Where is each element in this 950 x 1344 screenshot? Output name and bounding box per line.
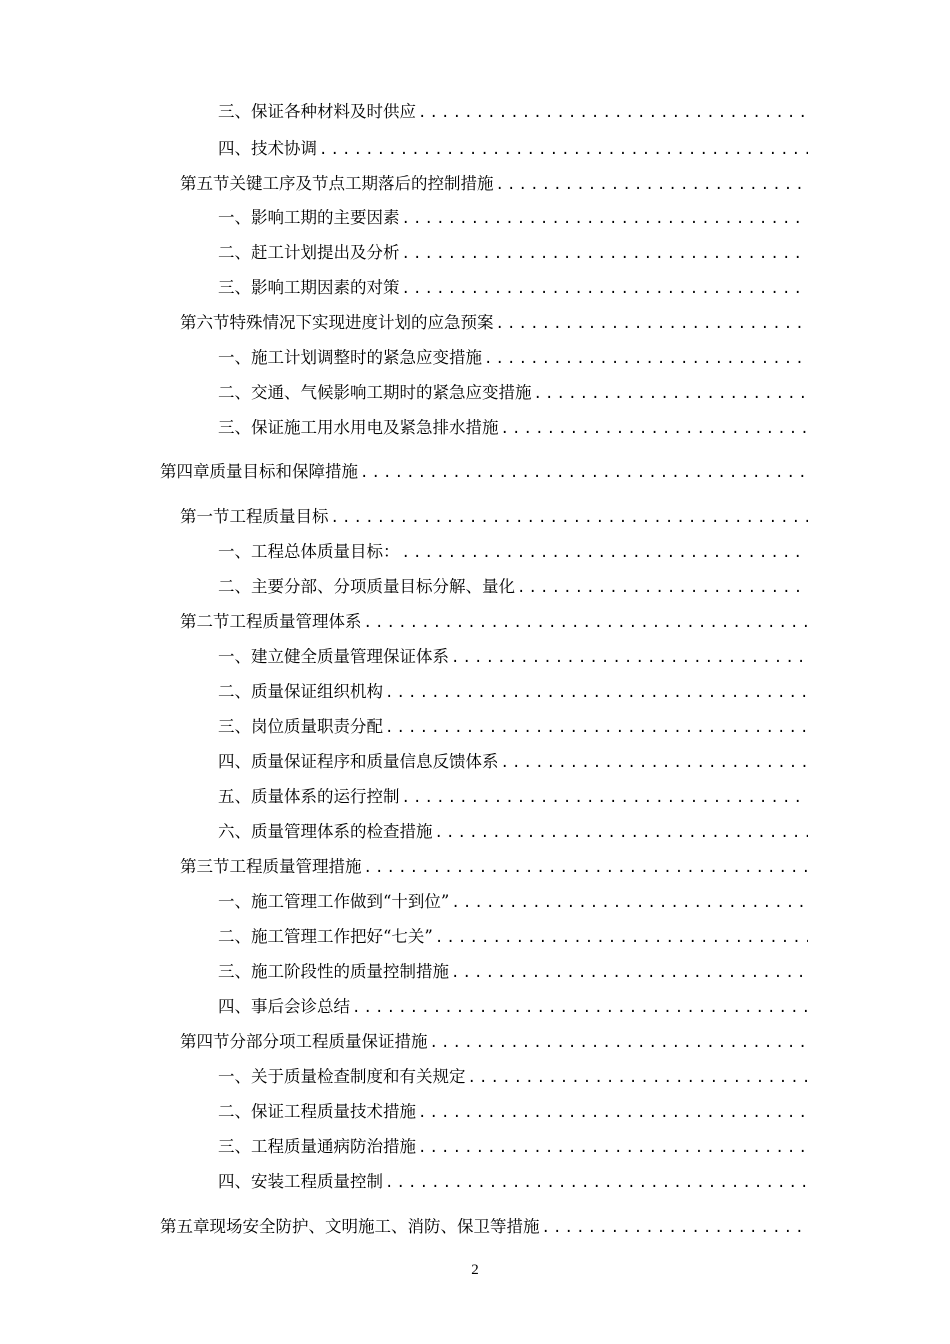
toc-entry-title: 保证各种材料及时供应: [251, 102, 416, 121]
toc-entry-title: 工程质量管理体系: [229, 612, 362, 631]
dot-leader: [496, 313, 809, 335]
dot-leader: [542, 1217, 809, 1239]
toc-entry[interactable]: [218, 417, 808, 440]
toc-entry-number: 一、: [218, 208, 251, 227]
toc-entry-number: 二、: [218, 927, 251, 946]
dot-leader: [435, 822, 809, 844]
toc-entry[interactable]: [180, 506, 808, 529]
toc-entry-number: 一、: [218, 647, 251, 666]
dot-leader: [496, 174, 809, 196]
toc-entry-title: 施工管理工作把好“七关”: [251, 927, 433, 946]
toc-entry-number: 三、: [218, 418, 251, 437]
toc-entry[interactable]: [218, 1171, 808, 1194]
toc-entry-number: 第四节: [180, 1032, 230, 1051]
dot-leader: [402, 208, 809, 230]
toc-entry[interactable]: [180, 1031, 808, 1054]
toc-entry-number: 四、: [218, 139, 251, 158]
toc-entry-number: 一、: [218, 1067, 251, 1086]
toc-entry-title: 保证施工用水用电及紧急排水措施: [251, 418, 499, 437]
toc-entry[interactable]: [180, 611, 808, 634]
dot-leader: [418, 1137, 808, 1159]
toc-entry[interactable]: [218, 646, 808, 669]
toc-entry-number: 三、: [218, 1137, 251, 1156]
dot-leader: [402, 787, 809, 809]
toc-entry[interactable]: [180, 173, 808, 196]
toc-entry-title: 施工管理工作做到“十到位”: [251, 892, 450, 911]
dot-leader: [418, 1102, 808, 1124]
toc-entry[interactable]: [218, 541, 808, 564]
toc-entry[interactable]: [218, 996, 808, 1019]
toc-entry-number: 二、: [218, 1102, 251, 1121]
dot-leader: [352, 997, 808, 1019]
toc-entry[interactable]: [218, 751, 808, 774]
dot-leader: [451, 962, 808, 984]
dot-leader: [451, 892, 808, 914]
dot-leader: [468, 1067, 809, 1089]
dot-leader: [385, 682, 808, 704]
toc-entry-title: 施工阶段性的质量控制措施: [251, 962, 449, 981]
toc-entry-number: 四、: [218, 1172, 251, 1191]
toc-entry[interactable]: [218, 1136, 808, 1159]
toc-entry-number: 二、: [218, 682, 251, 701]
dot-leader: [331, 507, 809, 529]
toc-entry-title: 保证工程质量技术措施: [251, 1102, 416, 1121]
dot-leader: [484, 348, 808, 370]
toc-entry-number: 第二节: [180, 612, 230, 631]
dot-leader: [385, 717, 808, 739]
toc-entry-title: 现场安全防护、文明施工、消防、保卫等措施: [209, 1217, 540, 1236]
toc-entry[interactable]: [218, 716, 808, 739]
dot-leader: [534, 383, 809, 405]
toc-entry[interactable]: [218, 277, 808, 300]
toc-entry-number: 三、: [218, 102, 251, 121]
dot-leader: [402, 243, 809, 265]
dot-leader: [402, 278, 809, 300]
dot-leader: [364, 857, 809, 879]
dot-leader: [360, 462, 808, 484]
toc-entry[interactable]: [218, 242, 808, 265]
toc-entry-title: 工程质量目标: [229, 507, 329, 526]
toc-entry[interactable]: [218, 926, 808, 949]
dot-leader: [517, 577, 808, 599]
toc-entry-title: 质量体系的运行控制: [251, 787, 400, 806]
toc-entry[interactable]: [218, 138, 808, 161]
toc-entry-number: 三、: [218, 717, 251, 736]
toc-entry-number: 第一节: [180, 507, 230, 526]
toc-entry-number: 六、: [218, 822, 251, 841]
toc-entry[interactable]: [218, 681, 808, 704]
toc-entry-number: 二、: [218, 383, 251, 402]
toc-entry-title: 交通、气候影响工期时的紧急应变措施: [251, 383, 532, 402]
toc-entry-title: 关于质量检查制度和有关规定: [251, 1067, 466, 1086]
toc-entry-title: 安装工程质量控制: [251, 1172, 383, 1191]
toc-entry[interactable]: [180, 312, 808, 335]
toc-entry-number: 第五章: [160, 1217, 210, 1236]
toc-entry-number: 五、: [218, 787, 251, 806]
dot-leader: [319, 139, 808, 161]
toc-entry-title: 技术协调: [251, 139, 317, 158]
toc-entry-title: 分部分项工程质量保证措施: [229, 1032, 428, 1051]
toc-entry-title: 施工计划调整时的紧急应变措施: [251, 348, 482, 367]
toc-entry-title: 影响工期因素的对策: [251, 278, 400, 297]
dot-leader: [430, 1032, 809, 1054]
dot-leader: [501, 418, 809, 440]
toc-entry-title: 关键工序及节点工期落后的控制措施: [229, 174, 494, 193]
toc-entry-number: 一、: [218, 348, 251, 367]
toc-entry-number: 第四章: [160, 462, 210, 481]
toc-entry-title: 主要分部、分项质量目标分解、量化: [251, 577, 515, 596]
page-number: 2: [471, 1262, 479, 1278]
toc-entry-number: 四、: [218, 752, 251, 771]
toc-entry-number: 第三节: [180, 857, 230, 876]
dot-leader: [385, 1172, 808, 1194]
toc-entry[interactable]: [160, 461, 808, 484]
dot-leader: [501, 752, 809, 774]
toc-entry-title: 赶工计划提出及分析: [251, 243, 400, 262]
toc-entry[interactable]: [218, 891, 808, 914]
toc-entry-number: 一、: [218, 542, 251, 561]
toc-entry[interactable]: [218, 101, 808, 124]
toc-entry[interactable]: [218, 786, 808, 809]
toc-entry-title: 质量目标和保障措施: [209, 462, 358, 481]
toc-entry-number: 一、: [218, 892, 251, 911]
toc-entry-title: 工程质量管理措施: [229, 857, 362, 876]
toc-entry-number: 二、: [218, 577, 251, 596]
toc-entry[interactable]: [180, 856, 808, 879]
dot-leader: [418, 102, 808, 124]
toc-entry[interactable]: [218, 821, 808, 844]
toc-entry-number: 第六节: [180, 313, 230, 332]
toc-entry[interactable]: [218, 382, 808, 405]
toc-entry-number: 三、: [218, 962, 251, 981]
toc-entry-number: 第五节: [180, 174, 230, 193]
toc-entry-number: 四、: [218, 997, 251, 1016]
toc-entry[interactable]: [218, 207, 808, 230]
toc-entry-title: 工程总体质量目标：: [251, 542, 400, 561]
dot-leader: [364, 612, 809, 634]
toc-entry-title: 岗位质量职责分配: [251, 717, 383, 736]
toc-entry-title: 质量管理体系的检查措施: [251, 822, 433, 841]
toc-entry-title: 建立健全质量管理保证体系: [251, 647, 449, 666]
toc-entry[interactable]: [160, 1216, 808, 1239]
toc-entry[interactable]: [218, 576, 808, 599]
toc-entry-title: 特殊情况下实现进度计划的应急预案: [229, 313, 494, 332]
dot-leader: [435, 927, 808, 949]
dot-leader: [451, 647, 808, 669]
toc-entry[interactable]: [218, 1101, 808, 1124]
toc-entry-title: 影响工期的主要因素: [251, 208, 400, 227]
toc-entry-number: 三、: [218, 278, 251, 297]
toc-entry[interactable]: [218, 347, 808, 370]
toc-entry[interactable]: [218, 961, 808, 984]
toc-entry-title: 事后会诊总结: [251, 997, 350, 1016]
toc-entry-title: 质量保证组织机构: [251, 682, 383, 701]
toc-entry-title: 质量保证程序和质量信息反馈体系: [251, 752, 499, 771]
toc-entry-title: 工程质量通病防治措施: [251, 1137, 416, 1156]
dot-leader: [402, 542, 809, 564]
toc-entry-number: 二、: [218, 243, 251, 262]
toc-entry[interactable]: [218, 1066, 808, 1089]
